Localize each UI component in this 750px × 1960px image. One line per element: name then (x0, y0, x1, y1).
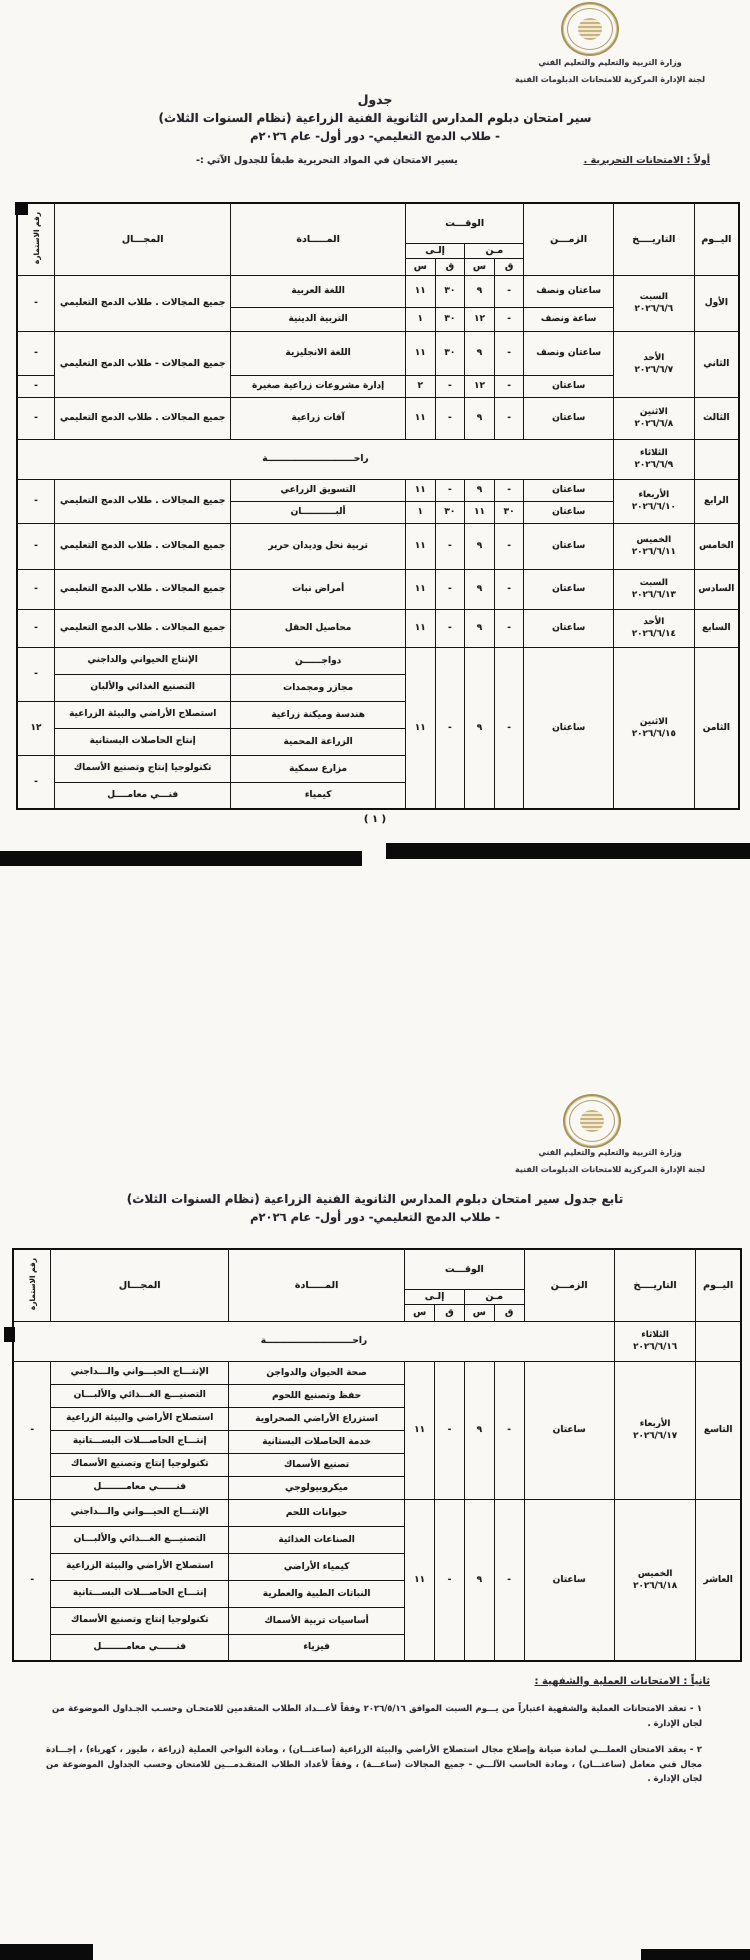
duration-header: الزمـــن (524, 1249, 614, 1321)
subject-cell: استزراع الأراضي الصحراوية (229, 1407, 405, 1430)
time-header: الوقـــت (406, 203, 524, 243)
weekday: الاثنين (639, 716, 668, 727)
subject-cell: حيوانات اللحم (229, 1499, 405, 1526)
weekday: الأربعاء (639, 1419, 671, 1429)
subject-cell: أمراض نبات (231, 569, 406, 609)
subject-cell: دواجــــــن (231, 647, 406, 674)
minute-header: ق (494, 258, 524, 275)
subject-cell: محاصيل الحقل (231, 609, 406, 647)
hour-cell: ١١ (406, 569, 436, 609)
form-no-cell: - (17, 569, 55, 609)
duration-cell: ساعتان ونصف (524, 331, 614, 375)
day-cell (696, 1321, 741, 1361)
subject-cell: خدمة الحاصلات البستانية (229, 1430, 405, 1453)
scan-edge-bar (641, 1949, 750, 1960)
date-cell (613, 647, 694, 809)
date-value: ٢٠٢٦/٦/١٣ (631, 590, 676, 600)
ministry-line2: لجنة الإدارة المركزية للامتحانات الدبلومات الفنية (515, 75, 705, 84)
duration-cell: ساعتان (524, 479, 614, 501)
day-cell: الثالث (694, 397, 739, 439)
day-cell: السادس (694, 569, 739, 609)
minute-cell: ٣٠ (435, 331, 465, 375)
weekday: الثلاثاء (639, 448, 668, 458)
date-value: ٢٠٢٦/٦/١٤ (631, 629, 676, 639)
date-value: ٢٠٢٦/٦/٧ (634, 365, 674, 375)
hour-cell: ١٢ (465, 307, 495, 331)
form-no-label: رقم الاستمارة (27, 1257, 37, 1310)
subject-cell: هندسة وميكنة زراعية (231, 701, 406, 728)
subject-header: المـــــادة (231, 203, 406, 275)
form-no-cell: - (17, 523, 55, 569)
form-no-cell: - (17, 479, 55, 523)
hour-cell: ١١ (406, 331, 436, 375)
table-row (13, 1321, 741, 1361)
field-header: المجـــال (51, 1249, 229, 1321)
table-row (17, 609, 739, 647)
time-header: الوقـــت (405, 1249, 524, 1289)
subject-cell: حفظ وتصنيع اللحوم (229, 1384, 405, 1407)
field-cell: جميع المجالات . طلاب الدمج التعليمي (55, 479, 231, 523)
day-cell: العاشر (696, 1499, 741, 1661)
form-no-header (13, 1249, 51, 1321)
date-value: ٢٠٢٦/٦/١٨ (633, 1580, 678, 1591)
minute-cell: - (494, 1361, 524, 1499)
weekday: الخميس (637, 1568, 673, 1579)
subject-cell: كيمياء الأراضي (229, 1553, 405, 1580)
logo-emblem (578, 18, 602, 40)
duration-cell: ساعتان (524, 375, 614, 397)
hour-cell: ١١ (406, 479, 436, 501)
form-no-cell: - (17, 647, 55, 701)
hour-cell: ٩ (465, 569, 495, 609)
subject-cell: الزراعة المحمية (231, 728, 406, 755)
hour-cell: ١١ (406, 275, 436, 307)
section1-heading: أولاً : الامتحانات التحريرية . (583, 155, 710, 166)
field-cell: التصنيع الغذائي والألبان (55, 674, 231, 701)
date-value: ٢٠٢٦/٦/١٠ (631, 502, 676, 512)
written-exams-table-page2 (12, 1248, 742, 1662)
document-subtitle: تابع جدول سير امتحان دبلوم المدارس الثانوية الفنية الزراعية (نظام السنوات الثلاث) (126, 1192, 624, 1206)
table-header-row (17, 203, 739, 243)
field-cell: جميع المجالات . طلاب الدمج التعليمي (55, 275, 231, 331)
minute-cell: - (435, 647, 465, 809)
field-cell: استصلاح الأراضي والبيئة الزراعية (51, 1407, 229, 1430)
day-cell: السابع (694, 609, 739, 647)
subject-cell: ألبـــــــــــان (231, 501, 406, 523)
weekday: السبت (639, 578, 668, 588)
form-no-cell: - (13, 1361, 51, 1499)
hour-header: س (464, 1304, 494, 1321)
hour-cell: ٩ (465, 331, 495, 375)
minute-cell: ٣٠ (435, 307, 465, 331)
day-header: اليــوم (696, 1249, 741, 1321)
day-cell (694, 439, 739, 479)
minute-cell: - (494, 375, 524, 397)
title-block-page1 (40, 92, 710, 143)
hour-cell: ١١ (405, 1361, 435, 1499)
field-cell: جميع المجالات - طلاب الدمج التعليمي (55, 331, 231, 397)
minute-cell: - (494, 647, 524, 809)
subject-cell: التسويق الزراعي (231, 479, 406, 501)
date-value: ٢٠٢٦/٦/١١ (631, 547, 676, 557)
duration-cell: ساعتان (524, 1361, 614, 1499)
hour-cell: ٩ (464, 1499, 494, 1661)
field-header: المجـــال (55, 203, 231, 275)
weekday: الأربعاء (638, 490, 670, 500)
to-header: إلـى (406, 243, 465, 258)
hour-cell: ١ (406, 501, 436, 523)
day-cell: الرابع (694, 479, 739, 523)
subject-cell: فيزياء (229, 1634, 405, 1661)
date-cell (613, 275, 694, 331)
weekday: الثلاثاء (641, 1330, 669, 1340)
hour-header: س (405, 1304, 435, 1321)
date-header: التاريــــخ (613, 203, 694, 275)
minute-cell: - (494, 331, 524, 375)
field-cell: فنــــــي معامــــــــل (51, 1634, 229, 1661)
hour-cell: ٩ (465, 647, 495, 809)
form-no-cell: - (17, 331, 55, 375)
day-header: اليــوم (694, 203, 739, 275)
duration-cell: ساعتان (524, 397, 614, 439)
field-cell: استصلاح الأراضي والبيئة الزراعية (51, 1553, 229, 1580)
logo-ring (569, 1100, 615, 1142)
document-title: جدول (357, 92, 393, 107)
duration-cell: ساعتان (524, 1499, 614, 1661)
hour-cell: ٩ (465, 609, 495, 647)
subject-cell: مزارع سمكية (231, 755, 406, 782)
date-cell (613, 439, 694, 479)
weekday: الخميس (636, 535, 672, 545)
note-item-2: ٢ - يعقد الامتحان العملـــي لمادة صيانة وإصلاح مجال استصلاح الأراضي والبيئة الزراعية (ساعتـــان) ، ومادة النواحي العملية (زراعة ، طيور ، كهرباء) ، إجـــادة مجال فني معامل (ساعتـــان) ، ومادة الحاسب الآلـــي - جميع المجالات (ساعـــة) ، وفقاً لأعداد الطلاب المتقـدمـــين للامتحان وحسب الجداول الموضوعة من لجان الإدارة . (46, 1744, 702, 1783)
date-cell (613, 331, 694, 397)
minute-cell: - (435, 397, 465, 439)
day-cell: الأول (694, 275, 739, 331)
minute-cell: - (494, 1499, 524, 1661)
page-number: ( ١ ) (363, 814, 387, 825)
duration-cell: ساعتان (524, 569, 614, 609)
weekday: الأحد (643, 353, 665, 363)
duration-cell: ساعتان (524, 609, 614, 647)
section2-heading: ثانياً : الامتحانات العملية والشفهية : (534, 1676, 710, 1687)
scan-separator-bar (0, 851, 362, 866)
minute-cell: - (435, 1499, 465, 1661)
field-cell: الإنتـــاج الحيـــواني والـــداجني (51, 1499, 229, 1526)
subject-cell: صحة الحيوان والدواجن (229, 1361, 405, 1384)
hour-header: س (406, 258, 436, 275)
ministry-eagle-logo (561, 2, 619, 56)
title-block-page2 (40, 1192, 710, 1224)
ministry-line1: وزارة التربية والتعليم والتعليم الفني (538, 1148, 682, 1157)
logo-emblem (580, 1110, 604, 1132)
field-cell: فنــــــي معامــــــــل (51, 1476, 229, 1499)
document-subtitle: سير امتحان دبلوم المدارس الثانوية الفنية الزراعية (نظام السنوات الثلاث) (158, 111, 592, 125)
logo-ring (567, 8, 613, 50)
table-row (17, 479, 739, 501)
weekday: السبت (639, 292, 668, 302)
date-value: ٢٠٢٦/٦/٨ (634, 419, 674, 429)
table-row (13, 1499, 741, 1526)
date-cell (613, 479, 694, 523)
subject-cell: اللغة الانجليزية (231, 331, 406, 375)
field-cell: جميع المجالات . طلاب الدمج التعليمي (55, 397, 231, 439)
field-cell: تكنولوجيا إنتاج وتصنيع الأسماك (51, 1607, 229, 1634)
minute-header: ق (435, 1304, 465, 1321)
subject-cell: آفات زراعية (231, 397, 406, 439)
day-cell: التاسع (696, 1361, 741, 1499)
field-cell: إنتاج الحاصلات البستانية (55, 728, 231, 755)
minute-cell: ٣٠ (435, 275, 465, 307)
minute-cell: - (494, 569, 524, 609)
rest-day-cell: راحــــــــــــــــــــــــــــة (13, 1321, 614, 1361)
hour-cell: ١ (406, 307, 436, 331)
duration-cell: ساعتان (524, 501, 614, 523)
hour-cell: ١١ (406, 647, 436, 809)
ministry-eagle-logo (563, 1094, 621, 1148)
minute-cell: - (494, 609, 524, 647)
form-no-cell: - (17, 397, 55, 439)
date-cell (613, 523, 694, 569)
duration-cell: ساعة ونصف (524, 307, 614, 331)
table-row (17, 397, 739, 439)
minute-cell: - (494, 397, 524, 439)
form-no-cell: - (17, 755, 55, 809)
section1-line (16, 155, 740, 171)
weekday: الاثنين (639, 407, 668, 417)
date-cell (613, 569, 694, 609)
duration-cell: ساعتان (524, 523, 614, 569)
subject-cell: اللغة العربية (231, 275, 406, 307)
form-no-label: رقم الاستمارة (31, 211, 41, 264)
minute-cell: - (435, 569, 465, 609)
field-cell: الإنتاج الحيواني والداجني (55, 647, 231, 674)
table-row (17, 523, 739, 569)
scan-separator-bar (386, 843, 750, 859)
field-cell: إنتـــاج الحاصـــلات البســـتانية (51, 1430, 229, 1453)
minute-cell: - (494, 307, 524, 331)
hour-cell: ١١ (406, 609, 436, 647)
hour-header: س (465, 258, 495, 275)
field-cell: التصنيـــع الغـــذائي والألبـــان (51, 1384, 229, 1407)
minute-cell: ٣٠ (435, 501, 465, 523)
hour-cell: ٩ (465, 479, 495, 501)
document-subtitle2: - طلاب الدمج التعليمي- دور أول- عام ٢٠٢٦م (250, 129, 500, 143)
field-cell: فنـــي معامــــل (55, 782, 231, 809)
hour-cell: ١١ (406, 523, 436, 569)
ministry-header-page1 (460, 54, 750, 88)
duration-cell: ساعتان (524, 647, 614, 809)
from-header: مـن (465, 243, 524, 258)
subject-cell: التربية الدينية (231, 307, 406, 331)
date-cell (613, 397, 694, 439)
hour-cell: ١١ (406, 397, 436, 439)
minute-header: ق (435, 258, 465, 275)
date-cell (614, 1499, 696, 1661)
duration-header: الزمـــن (524, 203, 614, 275)
minute-cell: - (435, 609, 465, 647)
scan-artifact (4, 1327, 15, 1342)
form-no-cell: - (17, 375, 55, 397)
date-cell (613, 609, 694, 647)
to-header: إلـى (405, 1289, 465, 1304)
ministry-line2: لجنة الإدارة المركزية للامتحانات الدبلومات الفنية (515, 1165, 705, 1174)
subject-cell: تصنيع الأسماك (229, 1453, 405, 1476)
from-header: مـن (464, 1289, 524, 1304)
table-header-row (13, 1249, 741, 1289)
date-cell (614, 1361, 696, 1499)
date-value: ٢٠٢٦/٦/٦ (634, 304, 674, 314)
subject-cell: ميكروبيولوجي (229, 1476, 405, 1499)
subject-cell: مجازر ومجمدات (231, 674, 406, 701)
field-cell: تكنولوجيا إنتاج وتصنيع الأسماك (51, 1453, 229, 1476)
subject-cell: كيمياء (231, 782, 406, 809)
date-value: ٢٠٢٦/٦/٩ (634, 460, 674, 470)
subject-cell: تربية نحل وديدان حرير (231, 523, 406, 569)
hour-cell: ٩ (464, 1361, 494, 1499)
minute-header: ق (494, 1304, 524, 1321)
field-cell: جميع المجالات . طلاب الدمج التعليمي (55, 569, 231, 609)
weekday: الأحد (643, 617, 665, 627)
scan-edge-bar (0, 1944, 93, 1960)
date-value: ٢٠٢٦/٦/١٥ (631, 728, 676, 739)
minute-cell: - (435, 375, 465, 397)
hour-cell: ١١ (465, 501, 495, 523)
subject-cell: النباتات الطبية والعطرية (229, 1580, 405, 1607)
date-cell (614, 1321, 696, 1361)
note-item-1: ١ - تعقد الامتحانات العملية والشفهية اعتباراً من يـــوم السبت الموافق ٢٠٢٦/٥/١٦ وفقاً لأعـــداد الطلاب المتقدمين للامتحـان وحسـب الجـداول الموضوعة من لجان الإدارة . (52, 1703, 702, 1728)
day-cell: الثامن (694, 647, 739, 809)
duration-cell: ساعتان ونصف (524, 275, 614, 307)
subject-cell: أساسيات تربية الأسماك (229, 1607, 405, 1634)
field-cell: استصلاح الأراضي والبيئة الزراعية (55, 701, 231, 728)
hour-cell: ٩ (465, 523, 495, 569)
date-value: ٢٠٢٦/٦/١٧ (633, 1431, 678, 1441)
form-no-cell: - (13, 1499, 51, 1661)
day-cell: الثاني (694, 331, 739, 397)
date-header: التاريــــخ (614, 1249, 696, 1321)
date-value: ٢٠٢٦/٦/١٦ (633, 1342, 678, 1352)
minute-cell: - (494, 523, 524, 569)
minute-cell: ٣٠ (494, 501, 524, 523)
minute-cell: - (494, 275, 524, 307)
subject-cell: الصناعات الغذائية (229, 1526, 405, 1553)
table-row (17, 569, 739, 609)
rest-day-cell: راحــــــــــــــــــــــــــــة (17, 439, 613, 479)
section1-note: يسير الامتحان في المواد التحريرية طبقاً للجدول الآتي :- (196, 155, 458, 166)
table-row (17, 275, 739, 307)
field-cell: جميع المجالات . طلاب الدمج التعليمي (55, 523, 231, 569)
field-cell: الإنتـــاج الحيـــواني والـــداجني (51, 1361, 229, 1384)
ministry-header-page2 (460, 1144, 750, 1178)
field-cell: جميع المجالات . طلاب الدمج التعليمي (55, 609, 231, 647)
minute-cell: - (435, 479, 465, 501)
form-no-cell: - (17, 275, 55, 331)
document-subtitle2: - طلاب الدمج التعليمي- دور أول- عام ٢٠٢٦م (250, 1210, 500, 1224)
form-no-cell: - (17, 609, 55, 647)
table-row (17, 647, 739, 674)
field-cell: التصنيـــع الغـــذائي والألبـــان (51, 1526, 229, 1553)
field-cell: إنتـــاج الحاصـــلات البســـتانية (51, 1580, 229, 1607)
subject-header: المـــــادة (229, 1249, 405, 1321)
form-no-cell: ١٢ (17, 701, 55, 755)
hour-cell: ٢ (406, 375, 436, 397)
hour-cell: ١٢ (465, 375, 495, 397)
field-cell: تكنولوجيا إنتاج وتصنيع الأسماك (55, 755, 231, 782)
hour-cell: ٩ (465, 397, 495, 439)
minute-cell: - (435, 1361, 465, 1499)
ministry-line1: وزارة التربية والتعليم والتعليم الفني (538, 58, 682, 67)
table-row (13, 1361, 741, 1384)
table-row (17, 439, 739, 479)
minute-cell: - (494, 479, 524, 501)
scan-artifact (15, 202, 28, 215)
subject-cell: إدارة مشروعات زراعية صغيرة (231, 375, 406, 397)
minute-cell: - (435, 523, 465, 569)
table-row (17, 331, 739, 375)
hour-cell: ٩ (465, 275, 495, 307)
hour-cell: ١١ (405, 1499, 435, 1661)
written-exams-table-page1 (16, 202, 740, 810)
day-cell: الخامس (694, 523, 739, 569)
